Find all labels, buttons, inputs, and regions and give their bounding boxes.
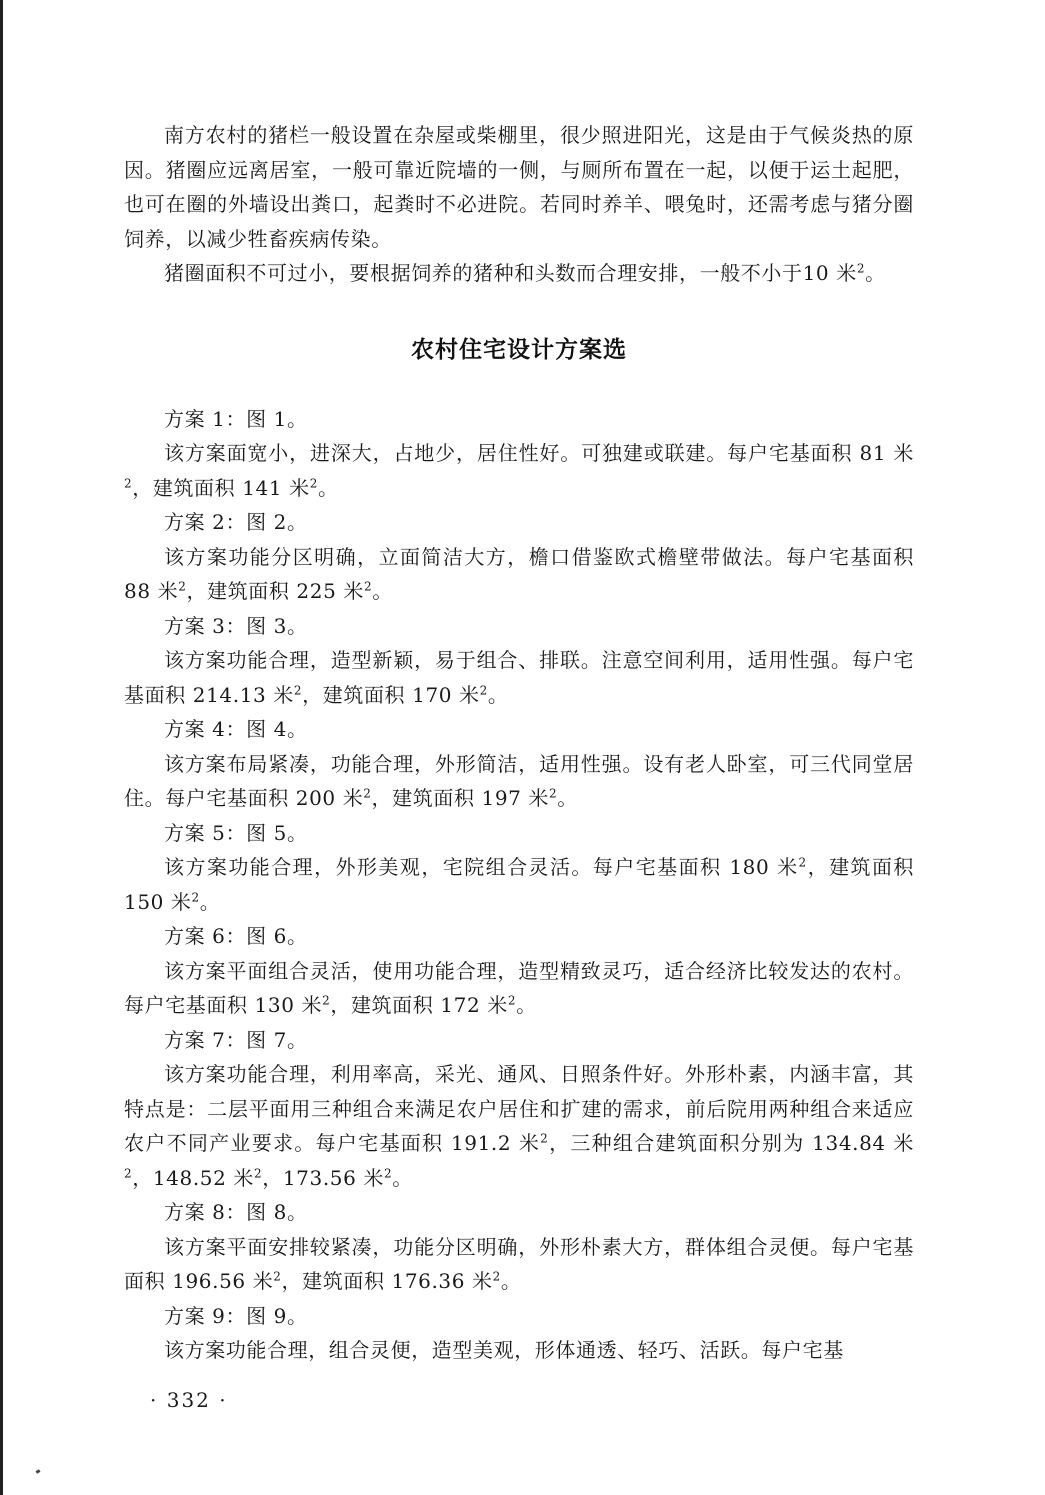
scheme-label-5: 方案 5：图 5。 xyxy=(164,820,308,845)
scheme-description-4: 该方案布局紧凑，功能合理，外形简洁，适用性强。设有老人卧室，可三代同堂居住。每户宅基面积 200 米$^2$，建筑面积 197 米$^2$。 xyxy=(124,751,914,810)
scheme-description-5: 该方案功能合理，外形美观，宅院组合灵活。每户宅基面积 180 米$^2$，建筑面积 150 米$^2$。 xyxy=(124,855,914,914)
scheme-label-2: 方案 2：图 2。 xyxy=(164,510,308,534)
scheme-description-2: 该方案功能分区明确，立面简洁大方，檐口借鉴欧式檐壁带做法。每户宅基面积 88 米$^2$，建筑面积 225 米$^2$。 xyxy=(124,544,914,603)
scheme-description-1: 该方案面宽小，进深大，占地少，居住性好。可独建或联建。每户宅基面积 81 米$^2$，建筑面积 141 米$^2$。 xyxy=(124,441,914,500)
scheme-description-7: 该方案功能合理，利用率高，采光、通风、日照条件好。外形朴素，内涵丰富，其特点是：二层平面用三种组合来满足农户居住和扩建的需求，前后院用两种组合来适应农户不同产业要求。每户宅基面积 191.2 米$^2$，三种组合建筑面积分别为 134.84 米$^2$，148.52 米$^2$，173.56 米$^2$。 xyxy=(124,1062,914,1190)
scheme-description-9: 该方案功能合理，组合灵便，造型美观，形体通透、轻巧、活跃。每户宅基 xyxy=(164,1338,844,1362)
scheme-list xyxy=(124,402,914,1368)
scheme-label-9: 方案 9：图 9。 xyxy=(164,1303,308,1328)
page-number: · 332 · xyxy=(150,1388,228,1412)
intro-paragraph-2: 猪圈面积不可过小，要根据饲养的猪种和头数而合理安排，一般不小于10 米$^2$。 xyxy=(164,261,886,285)
scheme-description-8: 该方案平面安排较紧凑，功能分区明确，外形朴素大方，群体组合灵便。每户宅基面积 196.56 米$^2$，建筑面积 176.36 米$^2$。 xyxy=(124,1234,914,1293)
scheme-description-3: 该方案功能合理，造型新颖，易于组合、排联。注意空间利用，适用性强。每户宅基面积 214.13 米$^2$，建筑面积 170 米$^2$。 xyxy=(124,648,914,707)
page-edge xyxy=(0,0,3,1495)
scheme-description-6: 该方案平面组合灵活，使用功能合理，造型精致灵巧，适合经济比较发达的农村。每户宅基面积 130 米$^2$，建筑面积 172 米$^2$。 xyxy=(124,958,914,1017)
intro-paragraph-1: 南方农村的猪栏一般设置在杂屋或柴棚里，很少照进阳光，这是由于气候炎热的原因。猪圈应远离居室，一般可靠近院墙的一侧，与厕所布置在一起，以便于运土起肥，也可在圈的外墙设出粪口，起粪时不必进院。若同时养羊、喂兔时，还需考虑与猪分圈饲养，以减少牲畜疾病传染。 xyxy=(124,123,914,251)
scheme-label-6: 方案 6：图 6。 xyxy=(164,924,308,948)
scheme-label-4: 方案 4：图 4。 xyxy=(164,717,308,741)
scheme-label-3: 方案 3：图 3。 xyxy=(164,613,308,638)
scheme-label-8: 方案 8：图 8。 xyxy=(164,1200,308,1224)
page-content xyxy=(124,118,914,1368)
scheme-label-7: 方案 7：图 7。 xyxy=(164,1027,308,1052)
scan-speck xyxy=(36,1469,41,1474)
scheme-label-1: 方案 1：图 1。 xyxy=(164,406,308,431)
section-title: 农村住宅设计方案选 xyxy=(411,336,627,363)
